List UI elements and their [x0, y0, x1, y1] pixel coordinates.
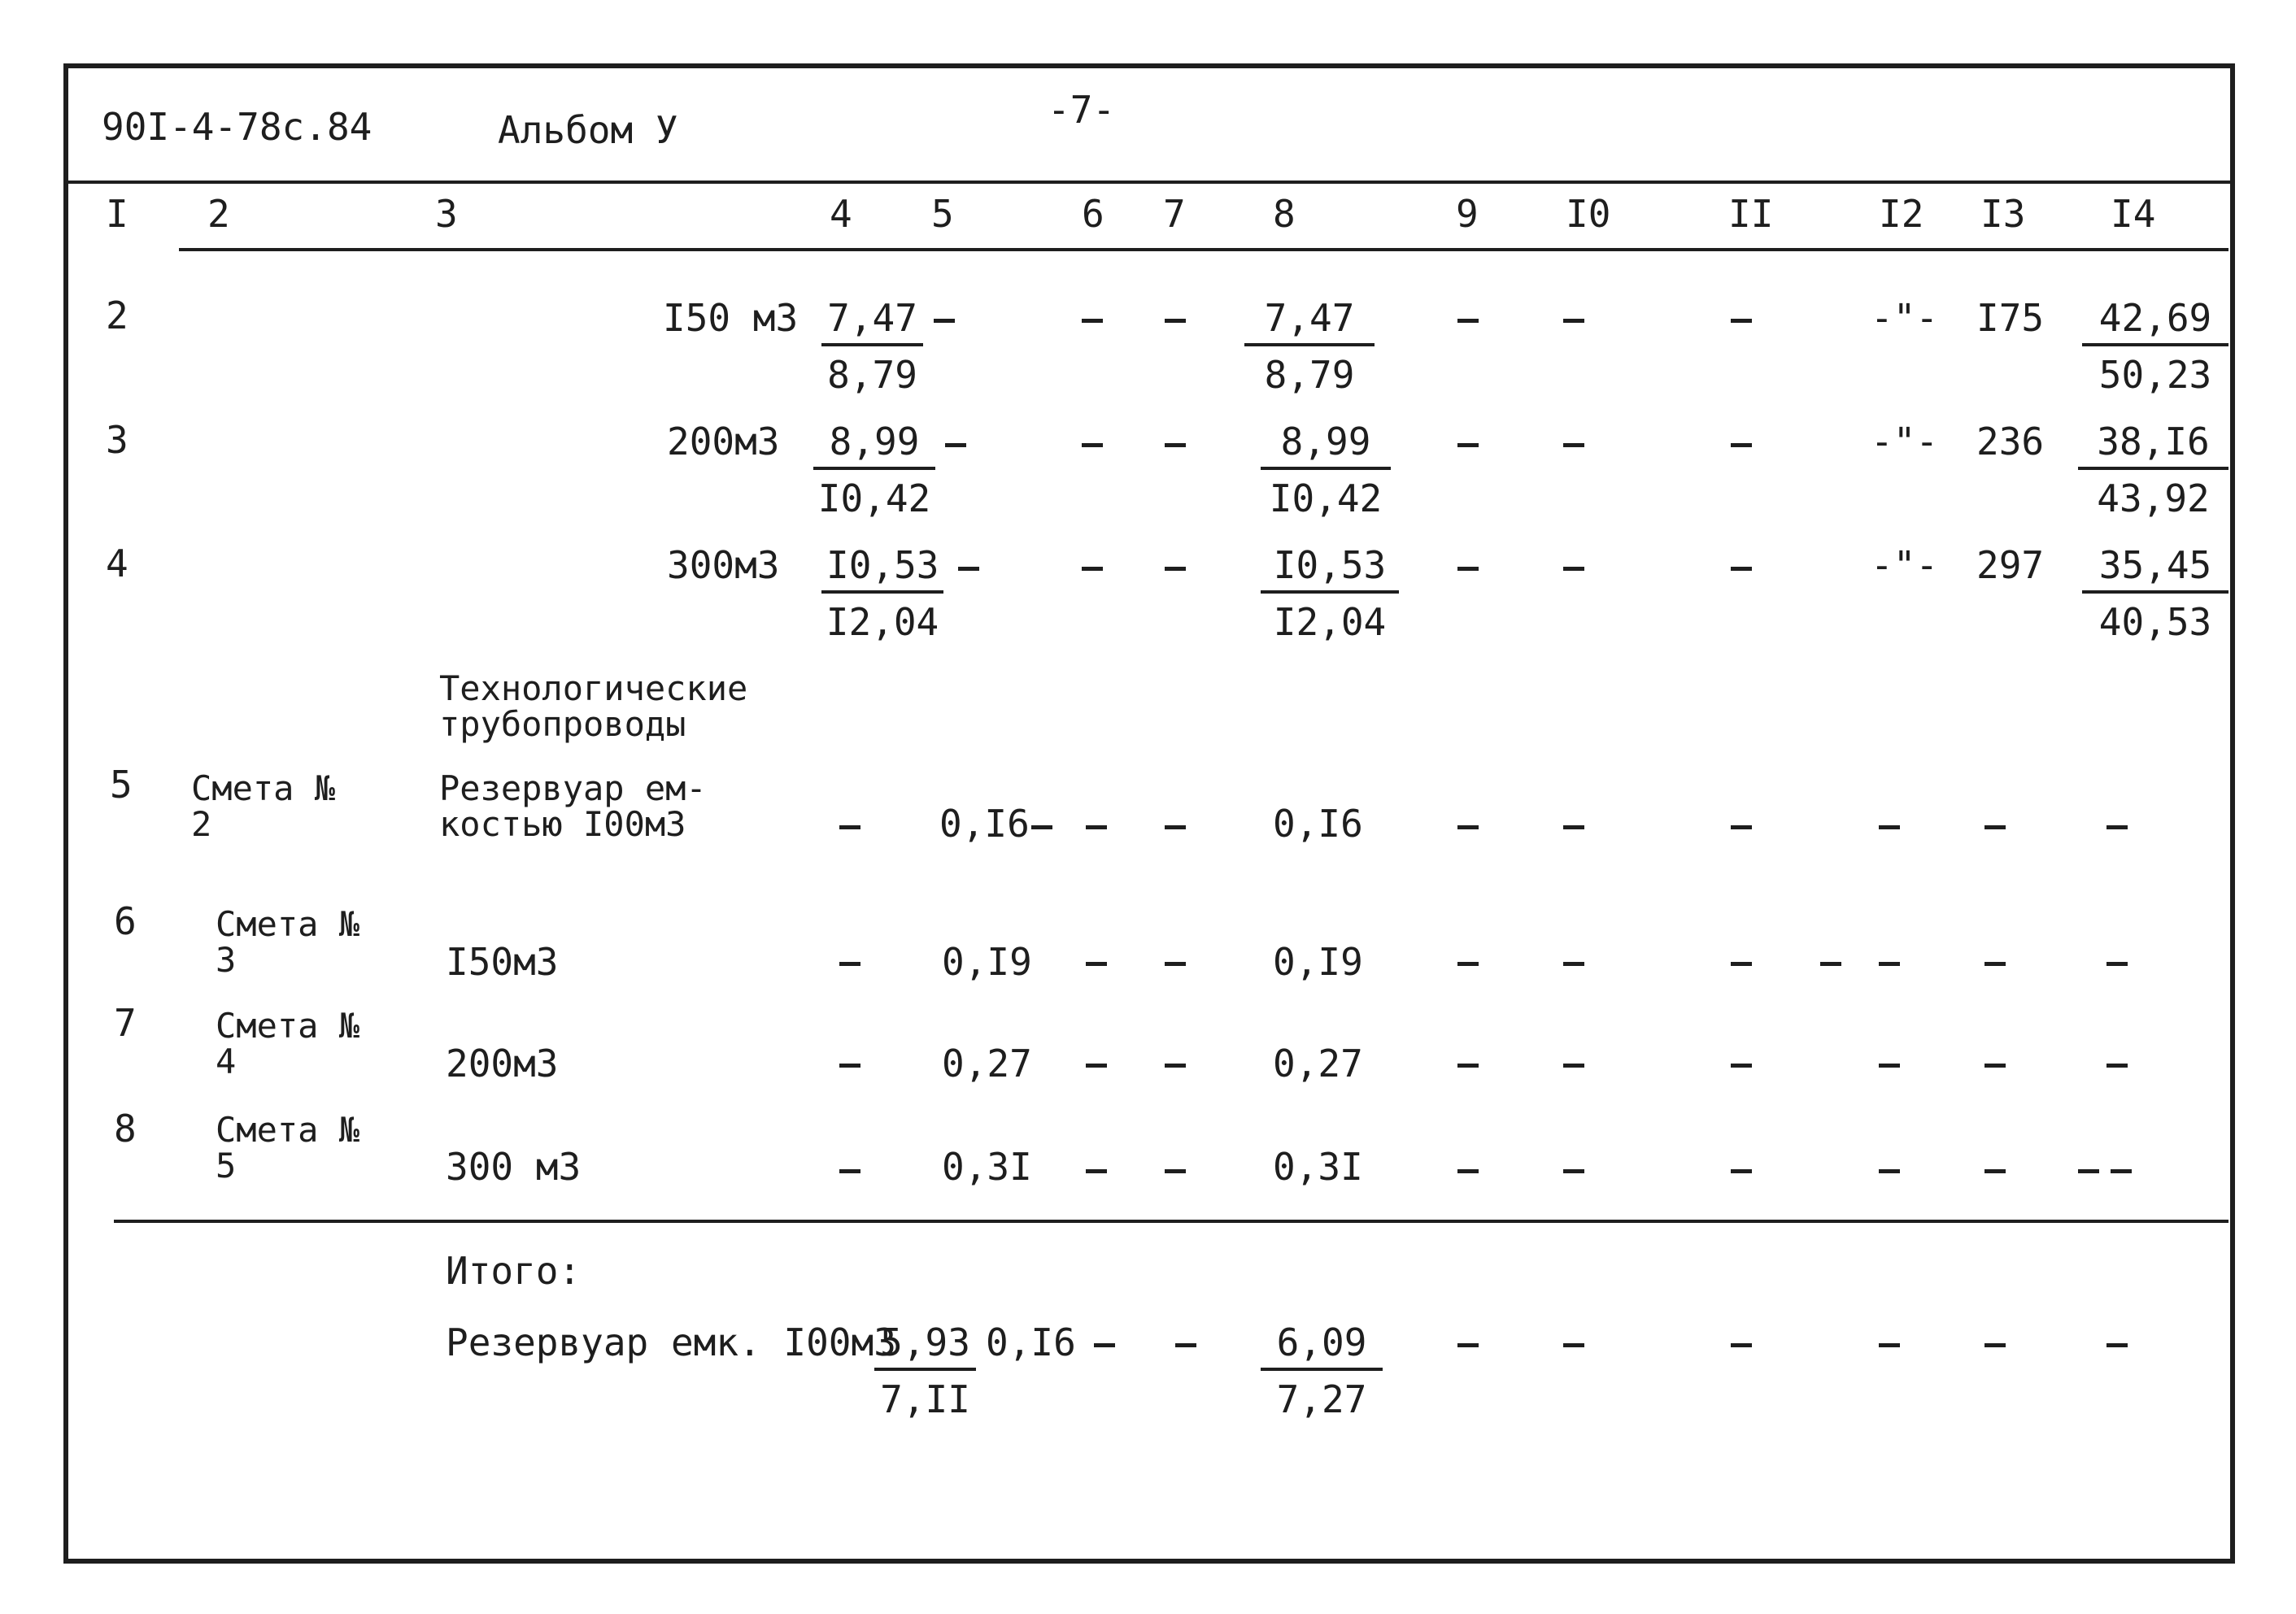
dash-mark — [1094, 1343, 1115, 1347]
fraction-cell — [821, 543, 943, 644]
dash-mark — [1457, 962, 1479, 966]
value-cell: 0,27 — [1273, 1042, 1363, 1085]
dash-mark — [1082, 443, 1103, 447]
estimate-ref: Смета № 2 — [191, 768, 336, 845]
fraction-cell — [1261, 543, 1399, 644]
dash-mark — [1984, 1064, 2006, 1068]
fraction-denominator: I2,04 — [826, 600, 939, 644]
dash-mark — [1031, 825, 1052, 829]
dash-mark — [1879, 1169, 1900, 1173]
ditto-mark: -"- — [1871, 543, 1939, 587]
fraction-numerator: 5,93 — [874, 1324, 976, 1371]
col-header: 4 — [830, 192, 852, 236]
row-number: 4 — [106, 542, 129, 585]
dash-mark — [1082, 319, 1103, 323]
row-description: Резервуар ем- костью I00м3 — [439, 768, 707, 845]
col-header: II — [1728, 192, 1774, 236]
dash-mark — [839, 825, 860, 829]
dash-mark — [2106, 825, 2128, 829]
header-rule — [68, 181, 2232, 184]
fraction-cell — [874, 1320, 976, 1421]
dash-mark — [1457, 319, 1479, 323]
fraction-denominator: 50,23 — [2098, 353, 2212, 397]
fraction-numerator: I0,53 — [821, 546, 943, 594]
fraction-numerator: 8,99 — [813, 423, 935, 470]
dash-mark — [2106, 1343, 2128, 1347]
dash-mark — [1731, 1064, 1752, 1068]
dash-mark — [934, 319, 955, 323]
dash-mark — [839, 1064, 860, 1068]
fraction-denominator: 8,79 — [1264, 353, 1355, 397]
total-label: Итого: — [446, 1249, 582, 1293]
dash-mark — [2078, 1169, 2099, 1173]
value-cell: 0,27 — [942, 1042, 1032, 1085]
row-number: 5 — [110, 763, 133, 807]
row-description: I50м3 — [446, 940, 559, 984]
fraction-denominator: 40,53 — [2098, 600, 2212, 644]
fraction-cell — [1261, 420, 1391, 520]
fraction-cell — [2082, 296, 2228, 397]
col-header: 9 — [1456, 192, 1479, 236]
fraction-cell — [1261, 1320, 1383, 1421]
dash-mark — [1086, 962, 1107, 966]
dash-mark — [1731, 567, 1752, 571]
dash-mark — [1563, 1169, 1584, 1173]
dash-mark — [1165, 1169, 1186, 1173]
fraction-numerator: 6,09 — [1261, 1324, 1383, 1371]
column-header-rule — [179, 248, 2228, 251]
value-cell: 0,I6 — [986, 1320, 1076, 1364]
fraction-numerator: 8,99 — [1261, 423, 1391, 470]
dash-mark — [1086, 825, 1107, 829]
row-number: 2 — [106, 294, 129, 337]
col-header: I2 — [1879, 192, 1924, 236]
dash-mark — [1457, 825, 1479, 829]
dash-mark — [1879, 825, 1900, 829]
row-description: I50 м3 — [663, 296, 799, 340]
fraction-numerator: 35,45 — [2082, 546, 2228, 594]
row-description: 200м3 — [446, 1042, 559, 1085]
dash-mark — [1457, 567, 1479, 571]
dash-mark — [1563, 825, 1584, 829]
dash-mark — [1984, 962, 2006, 966]
total-description: Резервуар емк. I00м3 — [446, 1320, 896, 1364]
quantity-cell: 297 — [1976, 543, 2045, 587]
fraction-cell — [2082, 543, 2228, 644]
dash-mark — [1457, 1169, 1479, 1173]
dash-mark — [1984, 1343, 2006, 1347]
fraction-denominator: I0,42 — [1269, 476, 1383, 520]
col-header: 5 — [931, 192, 954, 236]
dash-mark — [1165, 319, 1186, 323]
value-cell: 0,I6 — [939, 802, 1030, 846]
estimate-ref: Смета № 5 — [216, 1110, 360, 1186]
quantity-cell: I75 — [1976, 296, 2045, 340]
dash-mark — [1563, 962, 1584, 966]
dash-mark — [1457, 443, 1479, 447]
estimate-ref: Смета № 3 — [216, 904, 360, 981]
estimate-ref: Смета № 4 — [216, 1006, 360, 1082]
dash-mark — [1731, 1343, 1752, 1347]
dash-mark — [1563, 567, 1584, 571]
dash-mark — [1879, 1064, 1900, 1068]
value-cell: 0,I9 — [1273, 940, 1363, 984]
col-header: I0 — [1566, 192, 1611, 236]
dash-mark — [1457, 1343, 1479, 1347]
row-number: 7 — [114, 1001, 137, 1045]
col-header: 7 — [1163, 192, 1186, 236]
col-header: 3 — [435, 192, 458, 236]
dash-mark — [1165, 825, 1186, 829]
document-frame — [63, 63, 2235, 1564]
dash-mark — [839, 1169, 860, 1173]
fraction-numerator: 38,I6 — [2078, 423, 2228, 470]
dash-mark — [1731, 962, 1752, 966]
dash-mark — [1165, 1064, 1186, 1068]
ditto-mark: -"- — [1871, 420, 1939, 463]
col-header: I3 — [1980, 192, 2026, 236]
fraction-numerator: I0,53 — [1261, 546, 1399, 594]
row-number: 6 — [114, 899, 137, 943]
fraction-denominator: I0,42 — [817, 476, 931, 520]
dash-mark — [2106, 1064, 2128, 1068]
dash-mark — [1731, 443, 1752, 447]
dash-mark — [958, 567, 979, 571]
fraction-denominator: 7,II — [880, 1377, 970, 1421]
dash-mark — [1165, 443, 1186, 447]
dash-mark — [1165, 962, 1186, 966]
row-description: 300м3 — [667, 543, 780, 587]
fraction-numerator: 7,47 — [821, 299, 923, 346]
dash-mark — [1086, 1169, 1107, 1173]
dash-mark — [1086, 1064, 1107, 1068]
row-description: 300 м3 — [446, 1145, 582, 1189]
dash-mark — [1731, 1169, 1752, 1173]
ditto-mark: -"- — [1871, 296, 1939, 340]
dash-mark — [945, 443, 966, 447]
row-number: 8 — [114, 1107, 137, 1151]
col-header: I4 — [2111, 192, 2156, 236]
fraction-numerator: 42,69 — [2082, 299, 2228, 346]
dash-mark — [1731, 319, 1752, 323]
fraction-denominator: I2,04 — [1273, 600, 1387, 644]
col-header: I — [106, 192, 129, 236]
dash-mark — [1984, 825, 2006, 829]
col-header: 8 — [1273, 192, 1296, 236]
value-cell: 0,3I — [942, 1145, 1032, 1189]
fraction-cell — [1244, 296, 1375, 397]
fraction-cell — [813, 420, 935, 520]
value-cell: 0,3I — [1273, 1145, 1363, 1189]
dash-mark — [1879, 1343, 1900, 1347]
quantity-cell: 236 — [1976, 420, 2045, 463]
dash-mark — [2106, 962, 2128, 966]
dash-mark — [1175, 1343, 1196, 1347]
value-cell: 0,I9 — [942, 940, 1032, 984]
fraction-denominator: 8,79 — [827, 353, 917, 397]
fraction-cell — [821, 296, 923, 397]
dash-mark — [1984, 1169, 2006, 1173]
dash-mark — [2111, 1169, 2132, 1173]
value-cell: 0,I6 — [1273, 802, 1363, 846]
row-description: 200м3 — [667, 420, 780, 463]
dash-mark — [1457, 1064, 1479, 1068]
fraction-denominator: 43,92 — [2097, 476, 2210, 520]
dash-mark — [1820, 962, 1841, 966]
doc-code: 90I-4-78c.84 — [102, 105, 373, 149]
fraction-numerator: 7,47 — [1244, 299, 1375, 346]
col-header: 6 — [1082, 192, 1104, 236]
section-title: Технологические трубопроводы — [439, 668, 748, 745]
dash-mark — [839, 962, 860, 966]
dash-mark — [1879, 962, 1900, 966]
dash-mark — [1563, 443, 1584, 447]
dash-mark — [1165, 567, 1186, 571]
fraction-cell — [2078, 420, 2228, 520]
album-label: Альбом У — [498, 108, 678, 152]
dash-mark — [1563, 1064, 1584, 1068]
page-number: -7- — [1048, 88, 1116, 132]
dash-mark — [1563, 319, 1584, 323]
dash-mark — [1082, 567, 1103, 571]
dash-mark — [1563, 1343, 1584, 1347]
fraction-denominator: 7,27 — [1276, 1377, 1367, 1421]
row-number: 3 — [106, 418, 129, 462]
totals-rule — [114, 1220, 2228, 1223]
dash-mark — [1731, 825, 1752, 829]
col-header: 2 — [207, 192, 230, 236]
